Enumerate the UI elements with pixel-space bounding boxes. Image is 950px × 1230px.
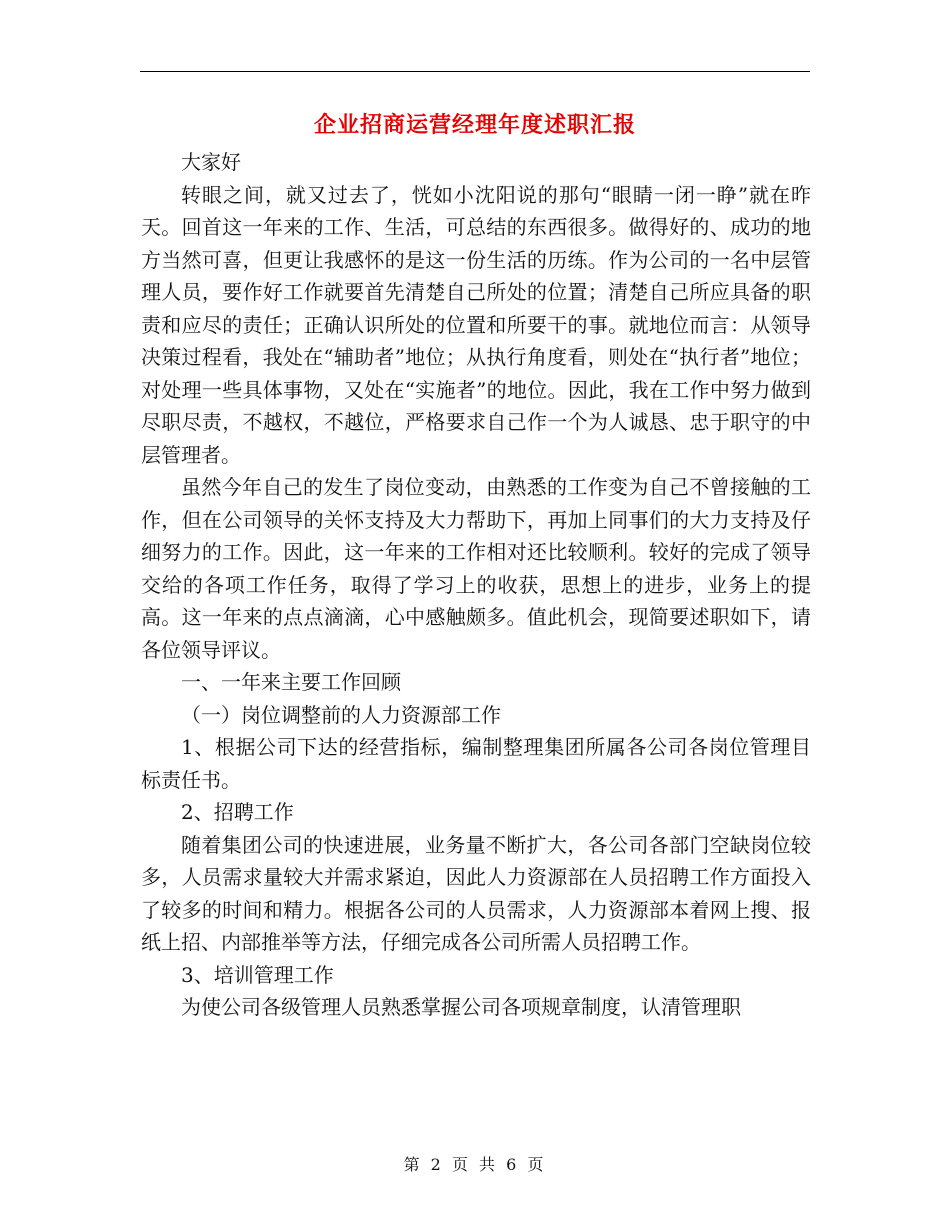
paragraph-position-change: 虽然今年自己的发生了岗位变动，由熟悉的工作变为自己不曾接触的工作，但在公司领导的关怀支持及大力帮助下，再加上同事们的大力支持及仔细努力的工作。因此，这一年来的工作相对还比较顺利。较好的完成了领导交给的各项工作任务，取得了学习上的收获，思想上的进步，业务上的提高。这一年来的点点滴滴，心中感触颇多。值此机会，现简要述职如下，请各位领导评议。 — [141, 475, 811, 662]
section-heading: 一、一年来主要工作回顾 — [181, 670, 401, 694]
paragraph-recruitment: 随着集团公司的快速进展，业务量不断扩大，各公司各部门空缺岗位较多，人员需求量较大并需求紧迫，因此人力资源部在人员招聘工作方面投入了较多的时间和精力。根据各公司的人员需求，人力资源部本着网上搜、报纸上招、内部推举等方法，仔细完成各公司所需人员招聘工作。 — [141, 832, 811, 954]
subsection-heading: （一）岗位调整前的人力资源部工作 — [181, 702, 501, 727]
document-body — [141, 146, 811, 1024]
item-heading-recruitment: 2、招聘工作 — [181, 800, 294, 824]
page-number: 第 2 页 共 6 页 — [403, 1155, 547, 1174]
document-title: 企业招商运营经理年度述职汇报 — [313, 112, 636, 138]
paragraph-greeting: 大家好 — [181, 150, 241, 174]
paragraph-item-1: 1、根据公司下达的经营指标，编制整理集团所属各公司各岗位管理目标责任书。 — [141, 735, 811, 792]
paragraph-intro: 转眼之间，就又过去了，恍如小沈阳说的那句“眼睛一闭一睁”就在昨天。回首这一年来的工作、生活，可总结的东西很多。做得好的、成功的地方当然可喜，但更让我感怀的是这一份生活的历练。作为公司的一名中层管理人员，要作好工作就要首先清楚自己所处的位置；清楚自己所应具备的职责和应尽的责任；正确认识所处的位置和所要干的事。就地位而言：从领导决策过程看，我处在“辅助者”地位；从执行角度看，则处在“执行者”地位；对处理一些具体事物，又处在“实施者”的地位。因此，我在工作中努力做到尽职尽责，不越权，不越位，严格要求自己作一个为人诚恳、忠于职守的中层管理者。 — [141, 182, 811, 467]
item-heading-training: 3、培训管理工作 — [181, 962, 334, 987]
paragraph-training: 为使公司各级管理人员熟悉掌握公司各项规章制度，认清管理职 — [181, 995, 741, 1019]
header-rule — [140, 71, 810, 72]
